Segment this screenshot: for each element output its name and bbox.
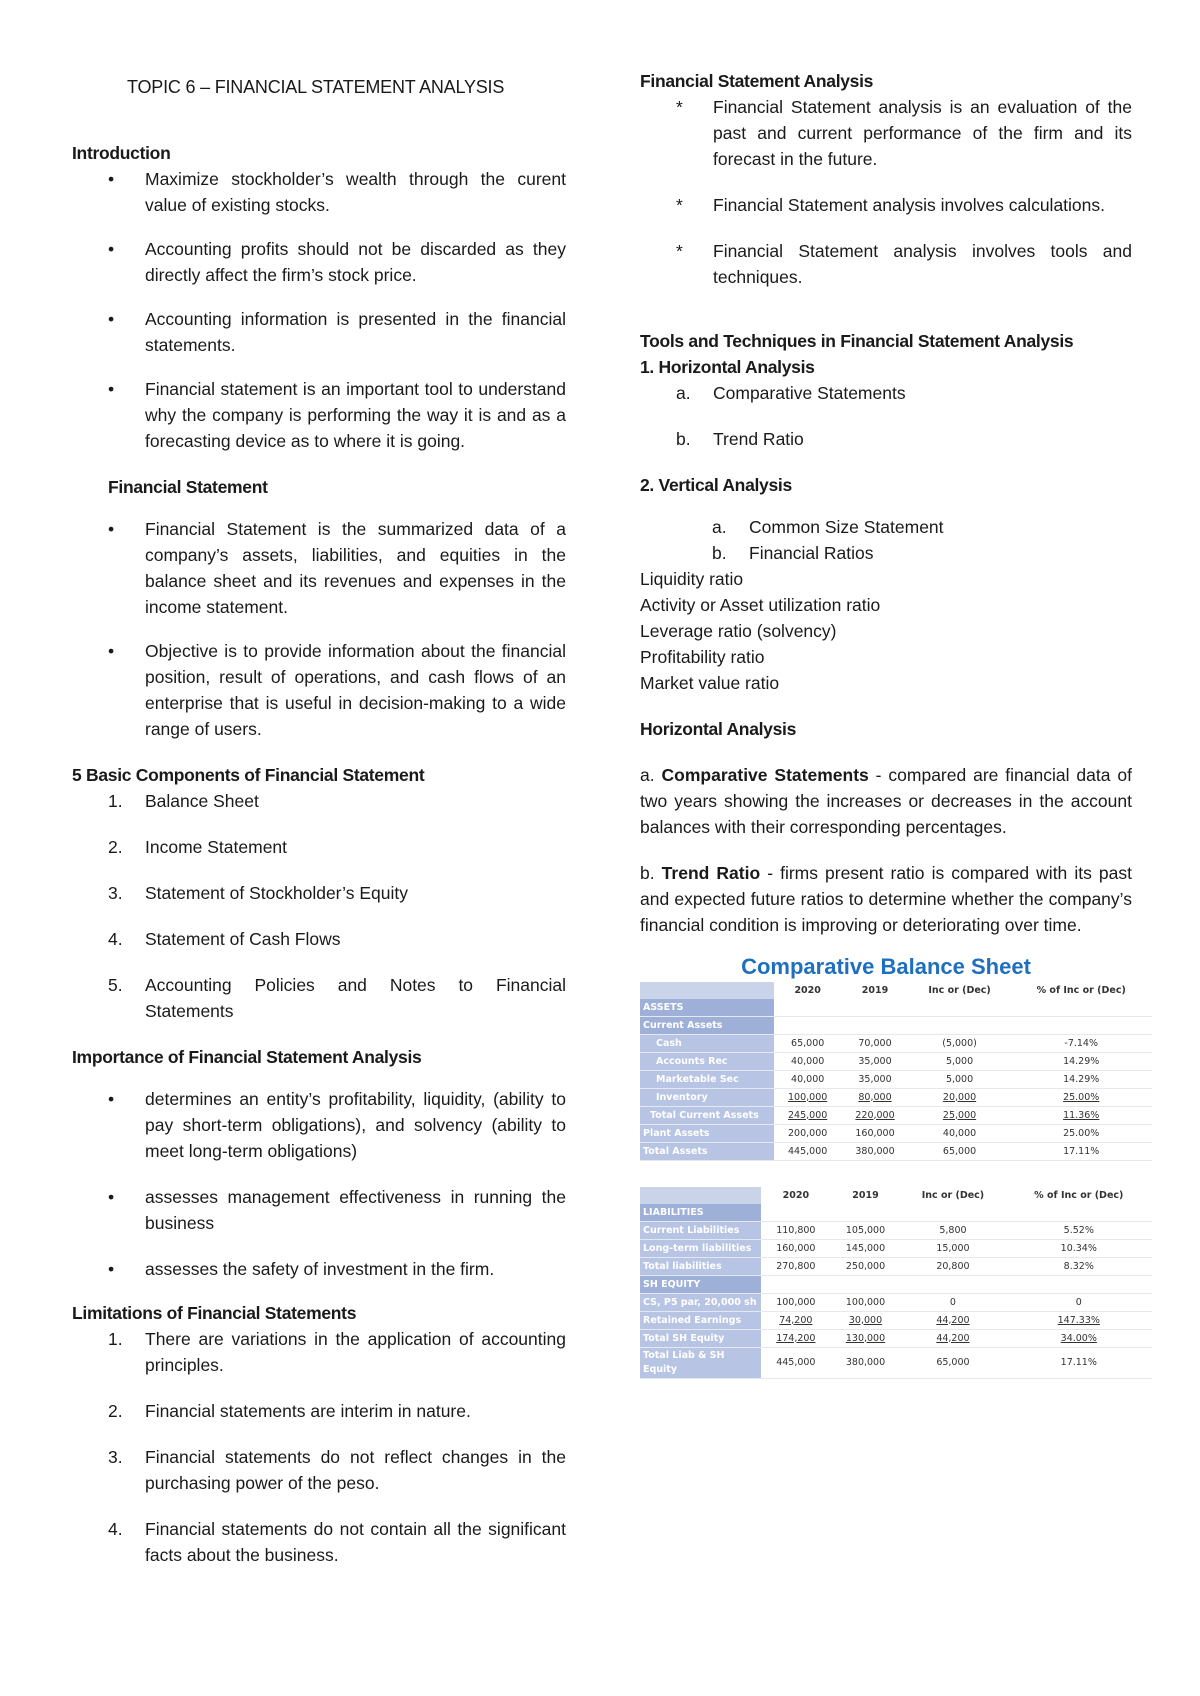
table-cell [841, 999, 908, 1017]
row-label-cell: Retained Earnings [640, 1312, 761, 1330]
table-cell: 40,000 [909, 1125, 1011, 1143]
intro-heading: Introduction [72, 143, 171, 163]
table-cell: 5,000 [909, 1053, 1011, 1071]
table-cell: 130,000 [831, 1330, 901, 1348]
table-cell [761, 1204, 831, 1222]
table-cell: 34.00% [1006, 1330, 1152, 1348]
table-cell: 14.29% [1010, 1071, 1152, 1089]
table-cell [831, 1204, 901, 1222]
trend-ratio-paragraph: b. Trend Ratio - firms present ratio is compared with its past and expected future ratios to determine whether the company’s financial condition is improving or deteriorating over time. [640, 863, 1132, 935]
table-cell: 10.34% [1006, 1240, 1152, 1258]
table-cell: 14.29% [1010, 1053, 1152, 1071]
row-label-cell: Long-term liabilities [640, 1240, 761, 1258]
table-cell: (5,000) [909, 1035, 1011, 1053]
fsa-list [640, 94, 1132, 290]
table-row [640, 1071, 1152, 1089]
table-cell: 80,000 [841, 1089, 908, 1107]
table-cell: 0 [900, 1294, 1005, 1312]
list-item: • Financial Statement is the summarized data of a company’s assets, liabilities, and equities in the balance sheet and its revenues and expenses in the income statement. [72, 516, 566, 620]
horizontal-list [640, 380, 1132, 452]
table-header-cell: Inc or (Dec) [928, 984, 991, 996]
table-row [640, 1053, 1152, 1071]
table-header-cell: 2020 [782, 1189, 810, 1201]
table-header-row [640, 1187, 1152, 1204]
table-cell: 25.00% [1010, 1089, 1152, 1107]
table-cell: 145,000 [831, 1240, 901, 1258]
table-cell: 74,200 [761, 1312, 831, 1330]
ratio-list [640, 566, 1132, 696]
table-cell: 20,800 [900, 1258, 1005, 1276]
list-item: 1. There are variations in the application of accounting principles. [108, 1329, 566, 1375]
table-cell: 5,000 [909, 1071, 1011, 1089]
ratio-item: Profitability ratio [640, 647, 765, 667]
fs-heading: Financial Statement [108, 477, 268, 497]
row-label-cell: Total Liab & SH Equity [640, 1348, 761, 1379]
table-cell: 100,000 [774, 1089, 841, 1107]
table-row [640, 1240, 1152, 1258]
table-cell [900, 1204, 1005, 1222]
table-cell: 0 [1006, 1294, 1152, 1312]
horizontal-heading: 1. Horizontal Analysis [640, 357, 815, 377]
table-header-cell [640, 982, 774, 999]
comparative-statements-paragraph: a. Comparative Statements - compared are financial data of two years showing the increases or decreases in the account balances with their corresponding percentages. [640, 765, 1132, 837]
table-cell: 110,800 [761, 1222, 831, 1240]
row-label-cell: ASSETS [640, 999, 774, 1017]
table-row [640, 1294, 1152, 1312]
row-label-cell: Total SH Equity [640, 1330, 761, 1348]
ratio-item: Liquidity ratio [640, 569, 744, 589]
ratio-item: Activity or Asset utilization ratio [640, 595, 881, 615]
table-cell: 200,000 [774, 1125, 841, 1143]
table-cell: 250,000 [831, 1258, 901, 1276]
list-item: * Financial Statement analysis involves calculations. [640, 192, 1132, 218]
importance-list [72, 1086, 566, 1282]
horizontal-analysis-heading: Horizontal Analysis [640, 719, 797, 739]
table-cell: 270,800 [761, 1258, 831, 1276]
row-label-cell: Current Assets [640, 1017, 774, 1035]
list-item: * Financial Statement analysis involves tools and techniques. [640, 238, 1132, 290]
limitations-heading: Limitations of Financial Statements [72, 1303, 357, 1323]
list-item: 3. Statement of Stockholder’s Equity [108, 883, 408, 903]
row-label-cell: LIABILITIES [640, 1204, 761, 1222]
row-label-cell: CS, P5 par, 20,000 sh [640, 1294, 761, 1312]
table-cell: 100,000 [831, 1294, 901, 1312]
table-row [640, 1330, 1152, 1348]
table-cell: 5.52% [1006, 1222, 1152, 1240]
row-label-cell: Accounts Rec [640, 1053, 774, 1071]
table-cell [831, 1276, 901, 1294]
table-cell: 40,000 [774, 1071, 841, 1089]
table-cell: 17.11% [1006, 1348, 1152, 1379]
table-cell: 380,000 [841, 1143, 908, 1161]
row-label-cell: Current Liabilities [640, 1222, 761, 1240]
fsa-heading: Financial Statement Analysis [640, 71, 874, 91]
table-cell: 8.32% [1006, 1258, 1152, 1276]
ratio-item: Market value ratio [640, 673, 780, 693]
table-cell [774, 1017, 841, 1035]
table-cell: 160,000 [761, 1240, 831, 1258]
row-label-cell: Total Current Assets [640, 1107, 774, 1125]
table-cell: 35,000 [841, 1053, 908, 1071]
table-cell: 25.00% [1010, 1125, 1152, 1143]
list-item: • determines an entity’s profitability, liquidity, (ability to pay short-term obligations), and solvency (ability to meet long-term obligations) [72, 1086, 566, 1164]
row-label-cell: SH EQUITY [640, 1276, 761, 1294]
vertical-heading: 2. Vertical Analysis [640, 475, 792, 495]
table-cell: 20,000 [909, 1089, 1011, 1107]
fs-list [72, 516, 566, 742]
table-cell: 147.33% [1006, 1312, 1152, 1330]
intro-list [72, 166, 566, 454]
table-header-cell: % of Inc or (Dec) [1034, 1189, 1124, 1201]
table-cell: 245,000 [774, 1107, 841, 1125]
table-row [640, 1035, 1152, 1053]
list-item: • Financial statement is an important tool to understand why the company is performing the way it is and as a forecasting device as to where it is going. [72, 376, 566, 454]
table-cell: 65,000 [900, 1348, 1005, 1379]
list-item: • assesses management effectiveness in running the business [72, 1184, 566, 1236]
table-cell: 15,000 [900, 1240, 1005, 1258]
table-cell [774, 999, 841, 1017]
right-column [640, 68, 1132, 1379]
table-cell [909, 999, 1011, 1017]
table-row [640, 1017, 1152, 1035]
table-cell: 40,000 [774, 1053, 841, 1071]
table-cell: 70,000 [841, 1035, 908, 1053]
row-label-cell: Marketable Sec [640, 1071, 774, 1089]
table-cell: 25,000 [909, 1107, 1011, 1125]
table-cell [1006, 1276, 1152, 1294]
table-cell [909, 1017, 1011, 1035]
table-cell: 11.36% [1010, 1107, 1152, 1125]
table-cell: 105,000 [831, 1222, 901, 1240]
list-item: 5. Accounting Policies and Notes to Financial Statements [108, 975, 566, 1021]
table-cell: 17.11% [1010, 1143, 1152, 1161]
table-cell: 445,000 [761, 1348, 831, 1379]
table-row [640, 1276, 1152, 1294]
list-item: * Financial Statement analysis is an evaluation of the past and current performance of the firm and its forecast in the future. [640, 94, 1132, 172]
table-cell: 30,000 [831, 1312, 901, 1330]
assets-table [640, 982, 1152, 1161]
table-cell: 174,200 [761, 1330, 831, 1348]
tools-heading: Tools and Techniques in Financial Statement Analysis [640, 331, 1074, 351]
table-cell: 65,000 [909, 1143, 1011, 1161]
row-label-cell: Cash [640, 1035, 774, 1053]
components-list [72, 788, 566, 1024]
table-cell [1006, 1204, 1152, 1222]
table-cell: 44,200 [900, 1312, 1005, 1330]
row-label-cell: Plant Assets [640, 1125, 774, 1143]
table-row [640, 1222, 1152, 1240]
list-item: 2. Income Statement [108, 837, 288, 857]
table-header-cell: 2019 [861, 984, 889, 996]
table-cell [761, 1276, 831, 1294]
table-header-cell: Inc or (Dec) [921, 1189, 985, 1201]
table-row [640, 1107, 1152, 1125]
table-cell: 65,000 [774, 1035, 841, 1053]
table-row [640, 1258, 1152, 1276]
importance-heading: Importance of Financial Statement Analysis [72, 1047, 422, 1067]
page-title: TOPIC 6 – FINANCIAL STATEMENT ANALYSIS [127, 77, 505, 97]
list-item: • Objective is to provide information about the financial position, result of operations, and cash flows of an enterprise that is useful in decision-making to a wide range of users. [72, 638, 566, 742]
table-header-cell: 2019 [852, 1189, 879, 1201]
table-row [640, 1089, 1152, 1107]
table-row [640, 1143, 1152, 1161]
list-item: 3. Financial statements do not reflect changes in the purchasing power of the peso. [108, 1447, 566, 1493]
table-cell: 160,000 [841, 1125, 908, 1143]
list-item: 2. Financial statements are interim in nature. [108, 1401, 471, 1421]
list-item: • Accounting information is presented in the financial statements. [72, 306, 566, 358]
table-cell: 5,800 [900, 1222, 1005, 1240]
table-cell: 100,000 [761, 1294, 831, 1312]
list-item: • Maximize stockholder’s wealth through the curent value of existing stocks. [72, 166, 566, 218]
vertical-list [676, 514, 1132, 566]
list-item: a. Common Size Statement [712, 517, 944, 537]
table-cell [900, 1276, 1005, 1294]
table-header-cell [640, 1187, 761, 1204]
ratio-item: Leverage ratio (solvency) [640, 621, 837, 641]
left-column [72, 68, 566, 1568]
table-cell: 380,000 [831, 1348, 901, 1379]
table-row [640, 999, 1152, 1017]
table-row [640, 1125, 1152, 1143]
table-row [640, 1204, 1152, 1222]
table-cell: 44,200 [900, 1330, 1005, 1348]
list-item: • assesses the safety of investment in the firm. [72, 1256, 566, 1282]
row-label-cell: Total liabilities [640, 1258, 761, 1276]
table-cell [1010, 1017, 1152, 1035]
table-cell [1010, 999, 1152, 1017]
table-cell: 35,000 [841, 1071, 908, 1089]
list-item: a. Comparative Statements [676, 383, 906, 403]
table-header-cell: % of Inc or (Dec) [1036, 984, 1126, 996]
row-label-cell: Total Assets [640, 1143, 774, 1161]
list-item: b. Financial Ratios [712, 543, 874, 563]
table-cell [841, 1017, 908, 1035]
table-header-cell: 2020 [794, 984, 821, 996]
limitations-list [72, 1326, 566, 1568]
table-row [640, 1312, 1152, 1330]
table-cell: 220,000 [841, 1107, 908, 1125]
table-title: Comparative Balance Sheet [741, 954, 1031, 979]
liabilities-table [640, 1187, 1152, 1379]
components-heading: 5 Basic Components of Financial Statement [72, 765, 425, 785]
list-item: 1. Balance Sheet [108, 791, 259, 811]
row-label-cell: Inventory [640, 1089, 774, 1107]
table-cell: 445,000 [774, 1143, 841, 1161]
table-cell: -7.14% [1010, 1035, 1152, 1053]
list-item: • Accounting profits should not be discarded as they directly affect the firm’s stock price. [72, 236, 566, 288]
list-item: 4. Financial statements do not contain all the significant facts about the business. [108, 1519, 566, 1565]
table-header-row [640, 982, 1152, 999]
list-item: 4. Statement of Cash Flows [108, 929, 341, 949]
table-row [640, 1348, 1152, 1379]
list-item: b. Trend Ratio [676, 429, 804, 449]
